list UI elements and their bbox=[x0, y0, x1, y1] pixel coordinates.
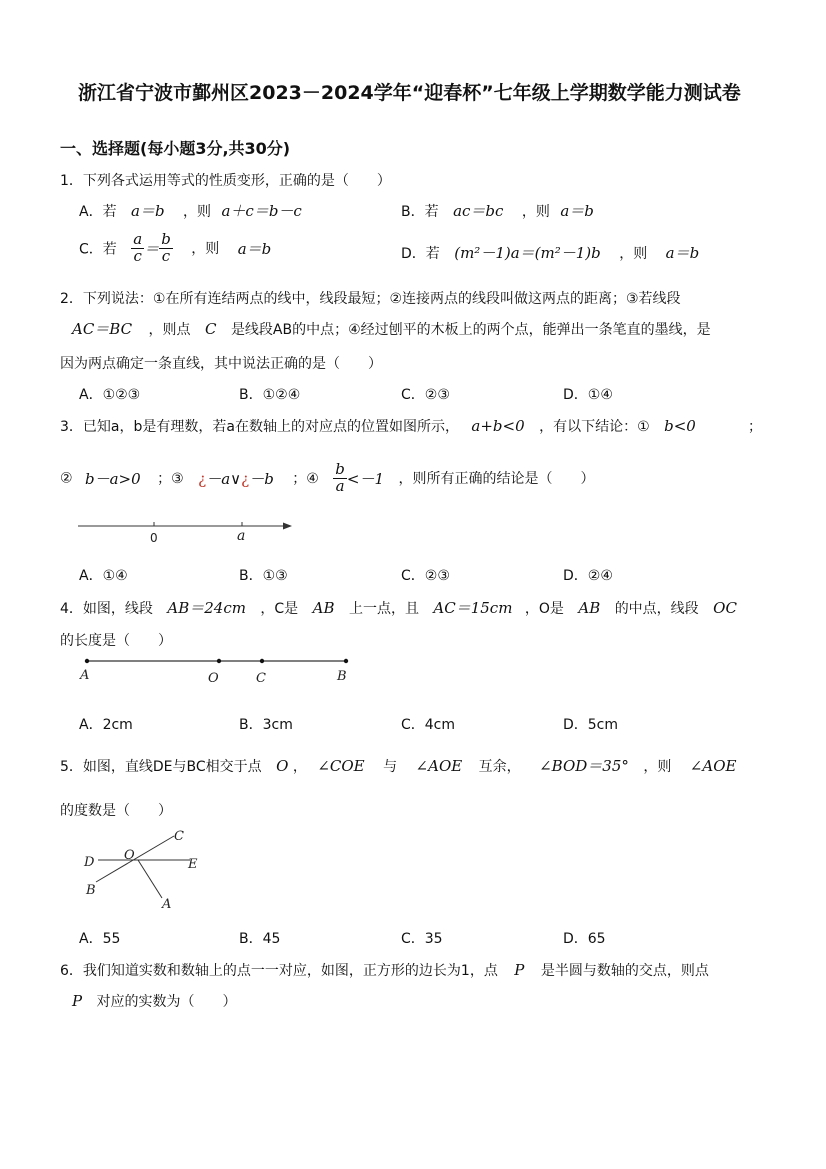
q1-c-num2: b bbox=[161, 230, 171, 248]
q4-text-3: 上一点，且 bbox=[348, 601, 419, 617]
q5-math-aoe-1: ∠AOE bbox=[415, 757, 463, 775]
q1-c-result: a＝b bbox=[237, 239, 272, 258]
q4-point-a-dot bbox=[85, 659, 89, 663]
q1-b-cond: ac＝bc bbox=[453, 202, 504, 220]
question-3-line-1 bbox=[60, 416, 696, 436]
q5-text-hubu: 互余， bbox=[478, 759, 521, 775]
q6-text-2: 是半圆与数轴的交点，则点 bbox=[540, 963, 709, 979]
q2-option-c: C．②③ bbox=[401, 387, 450, 403]
q4-math-ab-24: AB＝24cm bbox=[167, 599, 246, 617]
q5-label-a: A bbox=[162, 897, 172, 912]
q3-frac-rest: <－1 bbox=[346, 469, 384, 488]
q3-math-b-minus-a: b－a>0 bbox=[85, 469, 141, 488]
q3-abs-end: －b bbox=[249, 469, 274, 488]
q3-label-zero: 0 bbox=[150, 531, 158, 545]
question-1-stem: 1．下列各式运用等式的性质变形，正确的是（ ） bbox=[60, 173, 391, 189]
q4-text-1: 4．如图，线段 bbox=[60, 601, 153, 617]
q4-text-5: 的中点，线段 bbox=[614, 601, 699, 617]
q3-number-line-figure bbox=[76, 514, 316, 554]
q4-option-c: C．4cm bbox=[401, 717, 456, 733]
q3-math-a-plus-b: a+b<0 bbox=[471, 417, 525, 435]
q6-math-p-1: P bbox=[514, 961, 525, 979]
q1-b-then: ，则 bbox=[521, 204, 550, 220]
q1-c-num1: a bbox=[133, 230, 143, 248]
q2-option-b: B．①②④ bbox=[239, 387, 301, 403]
q5-math-coe: ∠COE bbox=[317, 757, 365, 775]
q1-c-den1: c bbox=[133, 246, 142, 265]
q5-line-bc bbox=[96, 836, 174, 882]
q1-d-result: a＝b bbox=[665, 244, 700, 262]
q3-fraction bbox=[333, 462, 347, 495]
q5-label-c: C bbox=[174, 829, 184, 844]
q5-label-b: B bbox=[86, 883, 96, 898]
q3-frac-den: a bbox=[335, 476, 345, 495]
q5-math-bod: ∠BOD＝35° bbox=[539, 757, 629, 775]
q1-d-label: D．若 bbox=[401, 246, 440, 262]
q4-point-b-dot bbox=[344, 659, 348, 663]
q4-segment-figure bbox=[80, 655, 380, 685]
q3-math-abs bbox=[198, 470, 274, 488]
q2-math-c: C bbox=[205, 320, 217, 338]
page-title: 浙江省宁波市鄞州区2023－2024学年“迎春杯”七年级上学期数学能力测试卷 bbox=[78, 82, 741, 104]
q1-c-fraction-right bbox=[159, 232, 173, 265]
q3-garbled-1: ¿ bbox=[198, 469, 207, 488]
q1-c-label: C．若 bbox=[79, 241, 117, 258]
q1-d-cond: (m²－1)a＝(m²－1)b bbox=[454, 244, 601, 262]
question-5-line-2: 的度数是（ ） bbox=[60, 803, 172, 819]
q4-text-4: ，O是 bbox=[524, 601, 564, 617]
q5-label-e: E bbox=[188, 857, 198, 872]
q1-b-label: B．若 bbox=[401, 204, 439, 220]
q4-math-oc: OC bbox=[713, 599, 737, 617]
q3-option-a: A．①④ bbox=[79, 568, 128, 584]
q4-math-ab-1: AB bbox=[312, 599, 335, 617]
q5-math-o: O bbox=[276, 757, 289, 775]
q2-text-a: ，则点 bbox=[148, 322, 191, 338]
q4-math-ac-15: AC＝15cm bbox=[433, 599, 513, 617]
q4-label-b: B bbox=[337, 669, 347, 684]
question-5-line-1 bbox=[60, 755, 736, 776]
q3-circle-2: ② bbox=[60, 470, 73, 487]
question-3-line-2 bbox=[60, 462, 594, 495]
q4-math-ab-2: AB bbox=[578, 599, 601, 617]
q5-text-ze: ，则 bbox=[643, 759, 672, 775]
q5-text-yu: 与 bbox=[383, 759, 398, 775]
q1-b-result: a＝b bbox=[560, 202, 594, 220]
question-4-line-2: 的长度是（ ） bbox=[60, 633, 172, 649]
q3-circle-4: ；④ bbox=[292, 471, 319, 488]
q5-option-d: D．65 bbox=[563, 931, 606, 947]
q1-a-cond: a＝b bbox=[131, 202, 165, 220]
question-2-line-3: 因为两点确定一条直线，其中说法正确的是（ ） bbox=[60, 356, 382, 372]
q2-math-ac-bc: AC＝BC bbox=[72, 320, 133, 338]
q4-option-d: D．5cm bbox=[563, 717, 619, 733]
q3-text-2: ，有以下结论：① bbox=[539, 419, 650, 435]
q5-text-1: 5．如图，直线DE与BC相交于点 bbox=[60, 759, 262, 775]
q3-abs-mid: －a∨ bbox=[206, 469, 242, 488]
q5-option-c: C．35 bbox=[401, 931, 443, 947]
question-2-line-2 bbox=[72, 318, 711, 339]
q2-option-d: D．①④ bbox=[563, 387, 613, 403]
q6-text-3: 对应的实数为（ ） bbox=[96, 994, 237, 1010]
q1-a-then: ，则 bbox=[183, 204, 212, 220]
section-heading: 一、选择题(每小题3分,共30分) bbox=[60, 139, 291, 158]
q1-option-c bbox=[79, 232, 271, 265]
q3-garbled-2: ¿ bbox=[241, 469, 250, 488]
q2-text-b: 是线段AB的中点；④经过刨平的木板上的两个点，能弹出一条笔直的墨线，是 bbox=[230, 322, 711, 338]
q3-frac-num: b bbox=[335, 460, 345, 478]
q4-point-o-dot bbox=[217, 659, 221, 663]
q3-option-b: B．①③ bbox=[239, 568, 288, 584]
q4-point-c-dot bbox=[260, 659, 264, 663]
q5-angle-figure bbox=[82, 826, 212, 916]
q3-option-d: D．②④ bbox=[563, 568, 613, 584]
q4-label-c: C bbox=[256, 671, 266, 686]
q4-text-2: ，C是 bbox=[260, 601, 299, 617]
q3-semicolon: ； bbox=[748, 419, 762, 435]
q3-option-c: C．②③ bbox=[401, 568, 450, 584]
q6-math-p-2: P bbox=[72, 992, 83, 1010]
q6-text-1: 6．我们知道实数和数轴上的点一一对应，如图，正方形的边长为1，点 bbox=[60, 963, 498, 979]
question-2-line-1: 2．下列说法：①在所有连结两点的线中，线段最短；②连接两点的线段叫做这两点的距离；③若线段 bbox=[60, 291, 681, 307]
q5-ray-oa bbox=[138, 860, 162, 898]
question-6-line-2 bbox=[72, 991, 237, 1011]
q1-option-a bbox=[79, 200, 302, 221]
q1-option-d bbox=[401, 242, 699, 263]
q3-circle-3: ；③ bbox=[157, 471, 184, 488]
q5-option-a: A．55 bbox=[79, 931, 121, 947]
question-4-line-1 bbox=[60, 597, 737, 618]
q1-option-b bbox=[401, 200, 594, 221]
q5-label-d: D bbox=[84, 855, 95, 870]
q2-option-a: A．①②③ bbox=[79, 387, 141, 403]
q4-label-a: A bbox=[80, 668, 90, 683]
q1-c-den2: c bbox=[161, 246, 171, 265]
q1-c-eq: ＝ bbox=[144, 239, 160, 258]
q3-math-b-lt-0: b<0 bbox=[664, 417, 696, 435]
q1-c-then: ，则 bbox=[191, 241, 220, 258]
q3-text-1: 3．已知a，b是有理数，若a在数轴上的对应点的位置如图所示， bbox=[60, 419, 459, 435]
question-6-line-1 bbox=[60, 960, 709, 980]
q5-comma: ， bbox=[292, 759, 307, 775]
q1-a-result: a＋c＝b－c bbox=[221, 202, 302, 220]
q3-axis-arrow bbox=[283, 523, 292, 530]
q4-label-o: O bbox=[208, 671, 219, 686]
q5-math-aoe-2: ∠AOE bbox=[689, 757, 737, 775]
q3-label-a: a bbox=[237, 528, 246, 544]
q1-d-then: ，则 bbox=[619, 246, 648, 262]
q4-option-a: A．2cm bbox=[79, 717, 133, 733]
q5-option-b: B．45 bbox=[239, 931, 281, 947]
q1-a-label: A．若 bbox=[79, 204, 117, 220]
q3-tail: ，则所有正确的结论是（ ） bbox=[398, 471, 595, 488]
q5-label-o: O bbox=[124, 848, 135, 863]
q1-c-fraction-left bbox=[131, 232, 144, 265]
q4-option-b: B．3cm bbox=[239, 717, 293, 733]
